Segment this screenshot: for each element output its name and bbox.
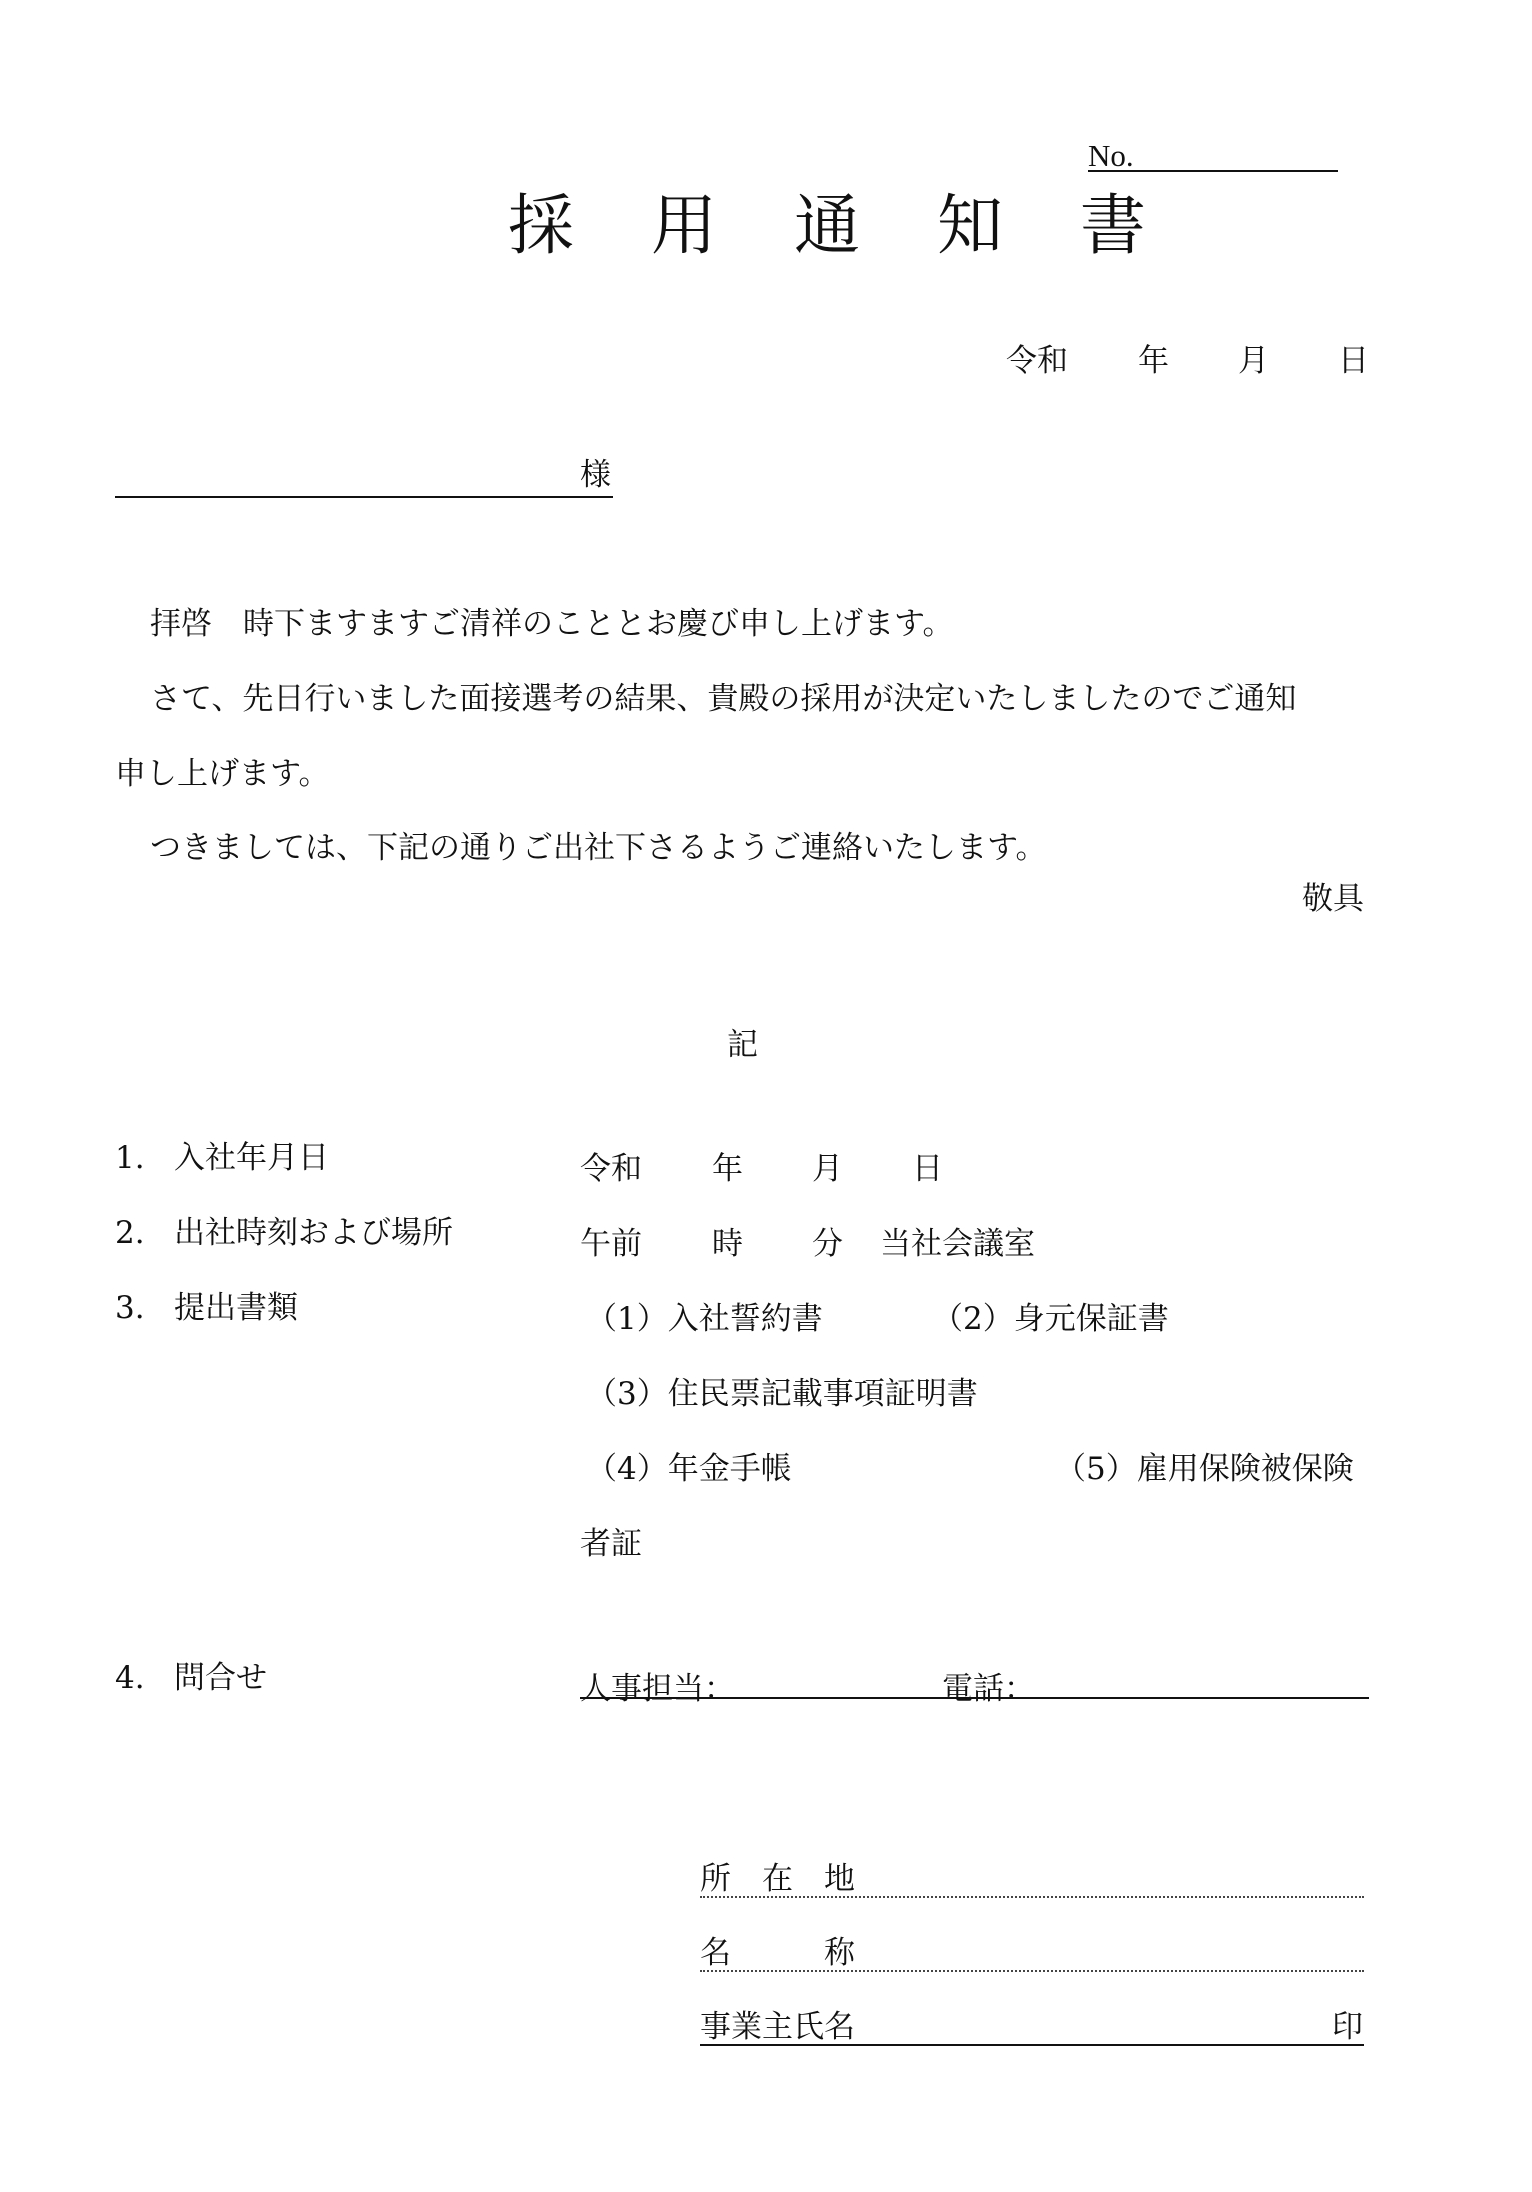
start-date-day: 日 (912, 1151, 943, 1187)
item-number: 2. (115, 1215, 145, 1251)
company-address-label: 所 在 地 (700, 1861, 855, 1897)
start-date-year: 年 (712, 1151, 743, 1187)
owner-name-line (700, 2044, 1364, 2046)
contact-phone-label: 電話： (942, 1671, 1035, 1707)
document-item: （2）身元保証書 (932, 1301, 1169, 1337)
date-month: 月 (1238, 343, 1269, 379)
item-number: 3. (115, 1290, 145, 1326)
document-item: （3）住民票記載事項証明書 (586, 1376, 978, 1412)
document-item-continued: 者証 (580, 1526, 642, 1562)
contact-person-label: 人事担当： (580, 1671, 735, 1707)
company-name-line (700, 1970, 1364, 1972)
body-paragraph: 拝啓 時下ますますご清祥のこととお慶び申し上げます。 (150, 606, 954, 642)
body-paragraph: 申し上げます。 (115, 756, 330, 792)
start-date-month: 月 (812, 1151, 843, 1187)
number-field-line (1088, 170, 1338, 172)
start-time-minute: 分 (812, 1226, 843, 1262)
page-title: 採 用 通 知 書 (508, 187, 1174, 264)
item-number: 4. (115, 1660, 145, 1696)
number-label: No. (1088, 138, 1134, 173)
start-place: 当社会議室 (880, 1226, 1035, 1262)
date-year: 年 (1138, 343, 1169, 379)
addressee-honorific: 様 (580, 457, 611, 493)
closing-phrase: 敬具 (1302, 881, 1364, 917)
start-date-era: 令和 (580, 1151, 642, 1187)
body-paragraph: さて、先日行いました面接選考の結果、貴殿の採用が決定いたしましたのでご通知 (150, 681, 1297, 717)
item-label: 出社時刻および場所 (174, 1215, 453, 1251)
body-paragraph: つきましては、下記の通りご出社下さるようご連絡いたします。 (150, 830, 1047, 866)
item-label: 提出書類 (174, 1290, 298, 1326)
company-address-line (700, 1896, 1364, 1898)
owner-name-label: 事業主氏名 (700, 2009, 855, 2045)
document-item: （1）入社誓約書 (586, 1301, 823, 1337)
start-time-ampm: 午前 (580, 1226, 642, 1262)
item-number: 1. (115, 1140, 145, 1176)
addressee-name-line (115, 496, 613, 498)
item-label: 問合せ (174, 1660, 267, 1696)
contact-field-line (580, 1697, 1369, 1699)
start-time-hour: 時 (712, 1226, 743, 1262)
date-era: 令和 (1006, 343, 1068, 379)
seal-mark: 印 (1332, 2009, 1363, 2045)
document-item: （5）雇用保険被保険 (1055, 1451, 1354, 1487)
item-label: 入社年月日 (174, 1140, 329, 1176)
date-day: 日 (1338, 343, 1369, 379)
document-item: （4）年金手帳 (586, 1451, 792, 1487)
company-name-label: 名 称 (700, 1935, 855, 1971)
details-heading: 記 (727, 1027, 758, 1063)
